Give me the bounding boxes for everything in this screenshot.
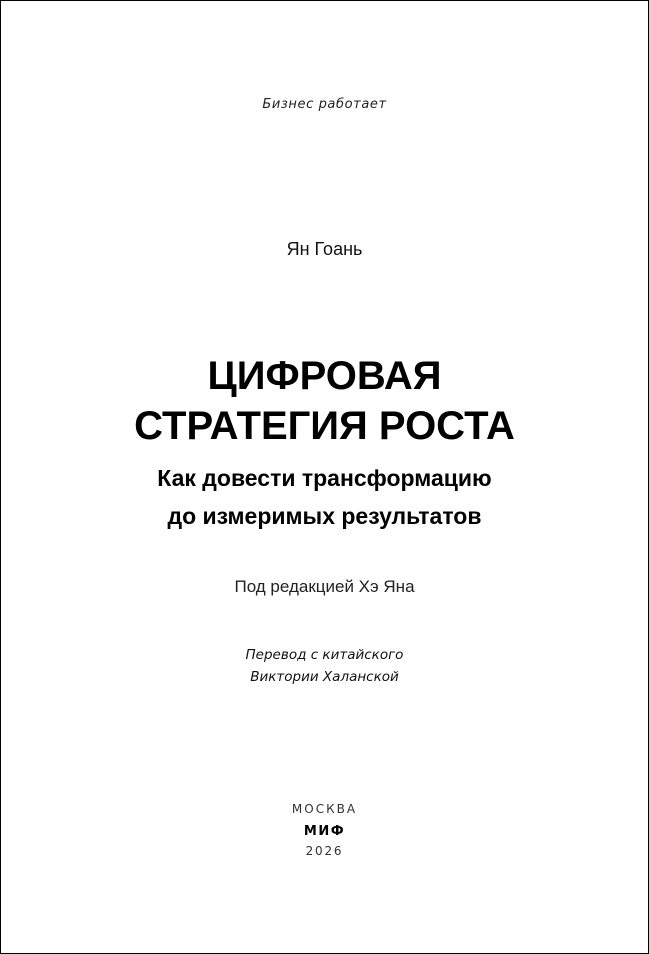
book-title — [1, 351, 648, 451]
translation-credit — [1, 644, 648, 688]
book-subtitle-line-1: Как довести трансформацию — [157, 465, 492, 491]
book-subtitle — [1, 459, 648, 535]
series-name: Бизнес работает — [262, 97, 387, 112]
author-name: Ян Гоань — [286, 239, 363, 259]
imprint-year: 2026 — [305, 844, 344, 858]
translation-credit-line-1: Перевод с китайского — [245, 647, 404, 663]
translation-credit-line-2: Виктории Халанской — [250, 669, 399, 685]
book-title-line-2: СТРАТЕГИЯ РОСТА — [134, 404, 515, 448]
book-subtitle-line-2: до измеримых результатов — [167, 503, 482, 529]
imprint-city: МОСКВА — [291, 802, 358, 816]
book-title-line-1: ЦИФРОВАЯ — [207, 354, 442, 398]
imprint-publisher: МИФ — [303, 824, 346, 839]
editor-credit: Под редакцией Хэ Яна — [234, 577, 415, 596]
